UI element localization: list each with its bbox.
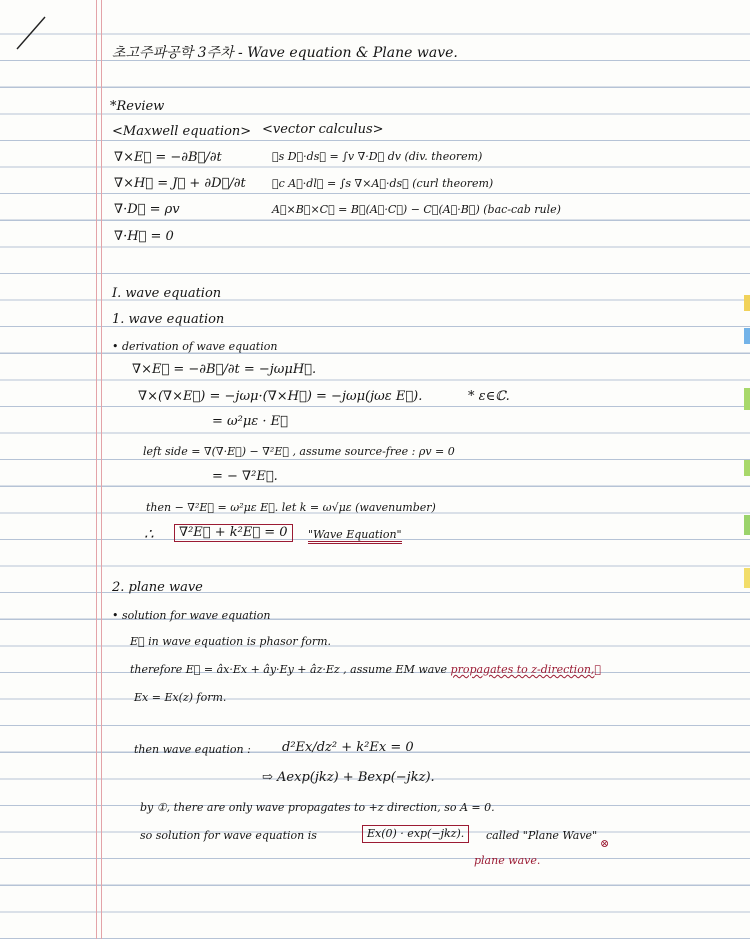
maxwell-label: <Maxwell equation> xyxy=(112,124,252,139)
vector-calculus-label: <vector calculus> xyxy=(262,122,384,137)
index-tab-yellow-2 xyxy=(744,568,750,588)
deriv-line-6: then − ∇²E⃗ = ω²με E⃗. let k = ω√με (wavenumber) xyxy=(146,501,436,514)
section1-heading: I. wave equation xyxy=(112,286,222,301)
maxwell-eq-3: ∇·D⃗ = ρv xyxy=(114,202,180,217)
plane-line-3: Ex = Ex(z) form. xyxy=(134,691,227,704)
wave-equation-box: ∇²E⃗ + k²E⃗ = 0 xyxy=(174,524,293,542)
propagates-underlined: propagates to z-direction, xyxy=(450,663,595,676)
index-tab-blue xyxy=(744,328,750,344)
plane-line-7c: called "Plane Wave" xyxy=(486,829,598,842)
section2-heading: 2. plane wave xyxy=(112,580,203,595)
deriv-line-3: = ω²με · E⃗ xyxy=(212,414,288,429)
plane-line-7a: so solution for wave equation is xyxy=(140,829,317,842)
deriv-line-2: ∇×(∇×E⃗) = −jωμ·(∇×H⃗) = −jωμ(jωε E⃗). xyxy=(138,389,423,404)
page-title: 초고주파공학 3주차 - Wave equation & Plane wave. xyxy=(112,45,458,61)
review-heading: *Review xyxy=(110,99,165,114)
margin-line-right xyxy=(101,0,102,939)
index-tab-green-2 xyxy=(744,460,750,476)
plane-solution-box-line xyxy=(362,825,469,843)
vector-eq-2: ∮c A⃗·dl⃗ = ∫s ∇×A⃗·ds⃗ (curl theorem) xyxy=(272,177,494,190)
circle-1-mark: ① xyxy=(594,663,602,676)
section1-subheading: 1. wave equation xyxy=(112,312,225,327)
margin-line-left xyxy=(96,0,97,939)
wave-equation-result xyxy=(174,524,293,542)
index-tab-green xyxy=(744,388,750,410)
derivation-bullet: • derivation of wave equation xyxy=(112,340,278,353)
plane-line-4a: then wave equation : xyxy=(134,743,251,756)
therefore-symbol: ∴ xyxy=(144,525,154,543)
plane-line-4b: d²Ex/dz² + k²Ex = 0 xyxy=(282,740,414,755)
plane-line-1: E⃗ in wave equation is phasor form. xyxy=(130,635,332,648)
maxwell-eq-1: ∇×E⃗ = −∂B⃗/∂t xyxy=(114,150,222,165)
deriv-line-1: ∇×E⃗ = −∂B⃗/∂t = −jωμH⃗. xyxy=(132,362,317,377)
x-circle-mark: ⊗ xyxy=(600,837,610,850)
solution-bullet: • solution for wave equation xyxy=(112,609,271,622)
index-tab-green-3 xyxy=(744,515,750,535)
plane-line-5: ⇨ Aexp(jkz) + Bexp(−jkz). xyxy=(262,770,435,785)
vector-eq-3: A⃗×B⃗×C⃗ = B⃗(A⃗·C⃗) − C⃗(A⃗·B⃗) (bac-cab rule) xyxy=(272,203,561,216)
index-tab-yellow xyxy=(744,295,750,311)
epsilon-note: * ε∈ℂ. xyxy=(468,389,510,404)
maxwell-eq-4: ∇·H⃗ = 0 xyxy=(114,229,174,244)
deriv-line-5: = − ∇²E⃗. xyxy=(212,469,278,484)
corner-slash-mark xyxy=(15,15,47,51)
vector-eq-1: ∮s D⃗·ds⃗ = ∫v ∇·D⃗ dv (div. theorem) xyxy=(272,150,483,163)
deriv-line-4: left side = ∇(∇·E⃗) − ∇²E⃗ , assume source-free : ρv = 0 xyxy=(143,445,455,458)
plane-wave-note: plane wave. xyxy=(474,854,541,867)
maxwell-eq-2: ∇×H⃗ = J⃗ + ∂D⃗/∂t xyxy=(114,176,246,191)
plane-solution-box: Ex(0) · exp(−jkz). xyxy=(362,825,469,843)
plane-line-6: by ①, there are only wave propagates to +z direction, so A = 0. xyxy=(140,801,495,814)
plane-line-2: therefore E⃗ = âx·Ex + ây·Ey + âz·Ez , assume EM wave propagates to z-direction,① xyxy=(130,663,602,676)
wave-equation-label: "Wave Equation" xyxy=(308,527,402,543)
